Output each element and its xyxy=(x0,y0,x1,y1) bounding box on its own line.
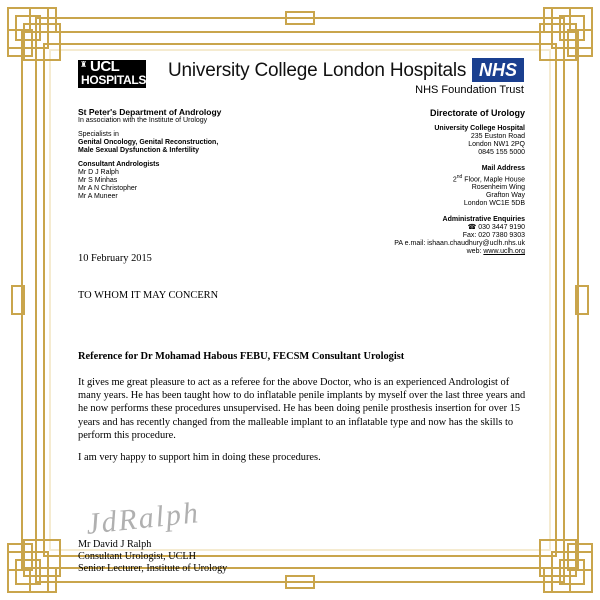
logo-hospitals-text: HOSPITALS xyxy=(81,73,147,87)
web-label: web: xyxy=(466,248,484,256)
letter-date: 10 February 2015 xyxy=(78,253,152,264)
hospital-address-title: University College Hospital xyxy=(434,125,525,132)
mail-line: London WC1E 5DB xyxy=(463,200,525,208)
mail-line xyxy=(345,173,525,184)
frame-corner-ornament xyxy=(8,8,60,60)
signatory-title: Senior Lecturer, Institute of Urology xyxy=(78,563,228,574)
mail-line: Grafton Way xyxy=(485,192,525,200)
department-name: St Peter's Department of Andrology xyxy=(78,107,222,117)
consultant-name: Mr A Muneer xyxy=(78,193,118,200)
floor-rest: Floor, Maple House xyxy=(462,176,525,184)
web-link[interactable]: www.uclh.org xyxy=(483,248,525,256)
letter-paragraph: It gives me great pleasure to act as a referee for the above Doctor, who is an experienced Andrologist of many years. He has been taught how to do inflatable penile implants by myself over the last three years and he now performs these procedures unsupervised. He has been doing penile prosthesis insertion for over 15 years and has recently changed from the malleable implant to an inflatable type and now has the skills to perform this procedure. xyxy=(78,377,526,441)
email-line[interactable]: PA e.mail: ishaan.chaudhury@uclh.nhs.uk xyxy=(394,240,525,248)
hospital-name: University College London Hospitals xyxy=(168,60,467,81)
ucl-hospitals-logo xyxy=(78,60,146,88)
consultant-name: Mr A N Christopher xyxy=(78,185,138,192)
letter-subject: Reference for Dr Mohamad Habous FEBU, FECSM Consultant Urologist xyxy=(78,351,405,362)
logo-ucl-text: UCL xyxy=(90,58,120,75)
nhs-logo: NHS xyxy=(472,58,524,82)
consultant-name: Mr S Minhas xyxy=(78,177,118,184)
signatory-name: Mr David J Ralph xyxy=(78,539,152,550)
consultants-title: Consultant Andrologists xyxy=(78,161,160,168)
fax-line: Fax: 020 7380 9303 xyxy=(462,232,525,240)
address-line: 0845 155 5000 xyxy=(478,149,525,156)
letter-salutation: TO WHOM IT MAY CONCERN xyxy=(78,290,219,301)
frame-corner-ornament xyxy=(8,540,60,592)
enquiries-title: Administrative Enquiries xyxy=(442,216,525,224)
specialty-line: Male Sexual Dysfunction & Infertility xyxy=(78,147,199,154)
mail-line: Rosenheim Wing xyxy=(471,184,525,192)
floor-suffix: nd xyxy=(456,174,463,180)
mail-address-title: Mail Address xyxy=(481,165,525,172)
address-line: London NW1 2PQ xyxy=(468,141,525,148)
letter-paragraph: I am very happy to support him in doing these procedures. xyxy=(78,452,321,463)
signatory-title: Consultant Urologist, UCLH xyxy=(78,551,197,562)
association-text: In association with the Institute of Urology xyxy=(78,117,208,124)
crest-icon: ♜ xyxy=(80,60,88,69)
frame-corner-ornament xyxy=(540,8,592,60)
floor-number: 2 xyxy=(452,176,457,184)
trust-name: NHS Foundation Trust xyxy=(415,84,524,96)
department-block xyxy=(78,107,278,201)
signature-scrawl: JdRalph xyxy=(84,496,202,541)
address-block xyxy=(345,107,525,256)
directorate-title: Directorate of Urology xyxy=(429,108,525,118)
phone-line: ☎ 030 3447 9190 xyxy=(467,224,525,232)
specialists-label: Specialists in xyxy=(78,131,119,138)
specialty-line: Genital Oncology, Genital Reconstruction, xyxy=(78,139,219,146)
consultant-name: Mr D J Ralph xyxy=(78,169,119,176)
frame-corner-ornament xyxy=(540,540,592,592)
address-line: 235 Euston Road xyxy=(470,133,525,140)
